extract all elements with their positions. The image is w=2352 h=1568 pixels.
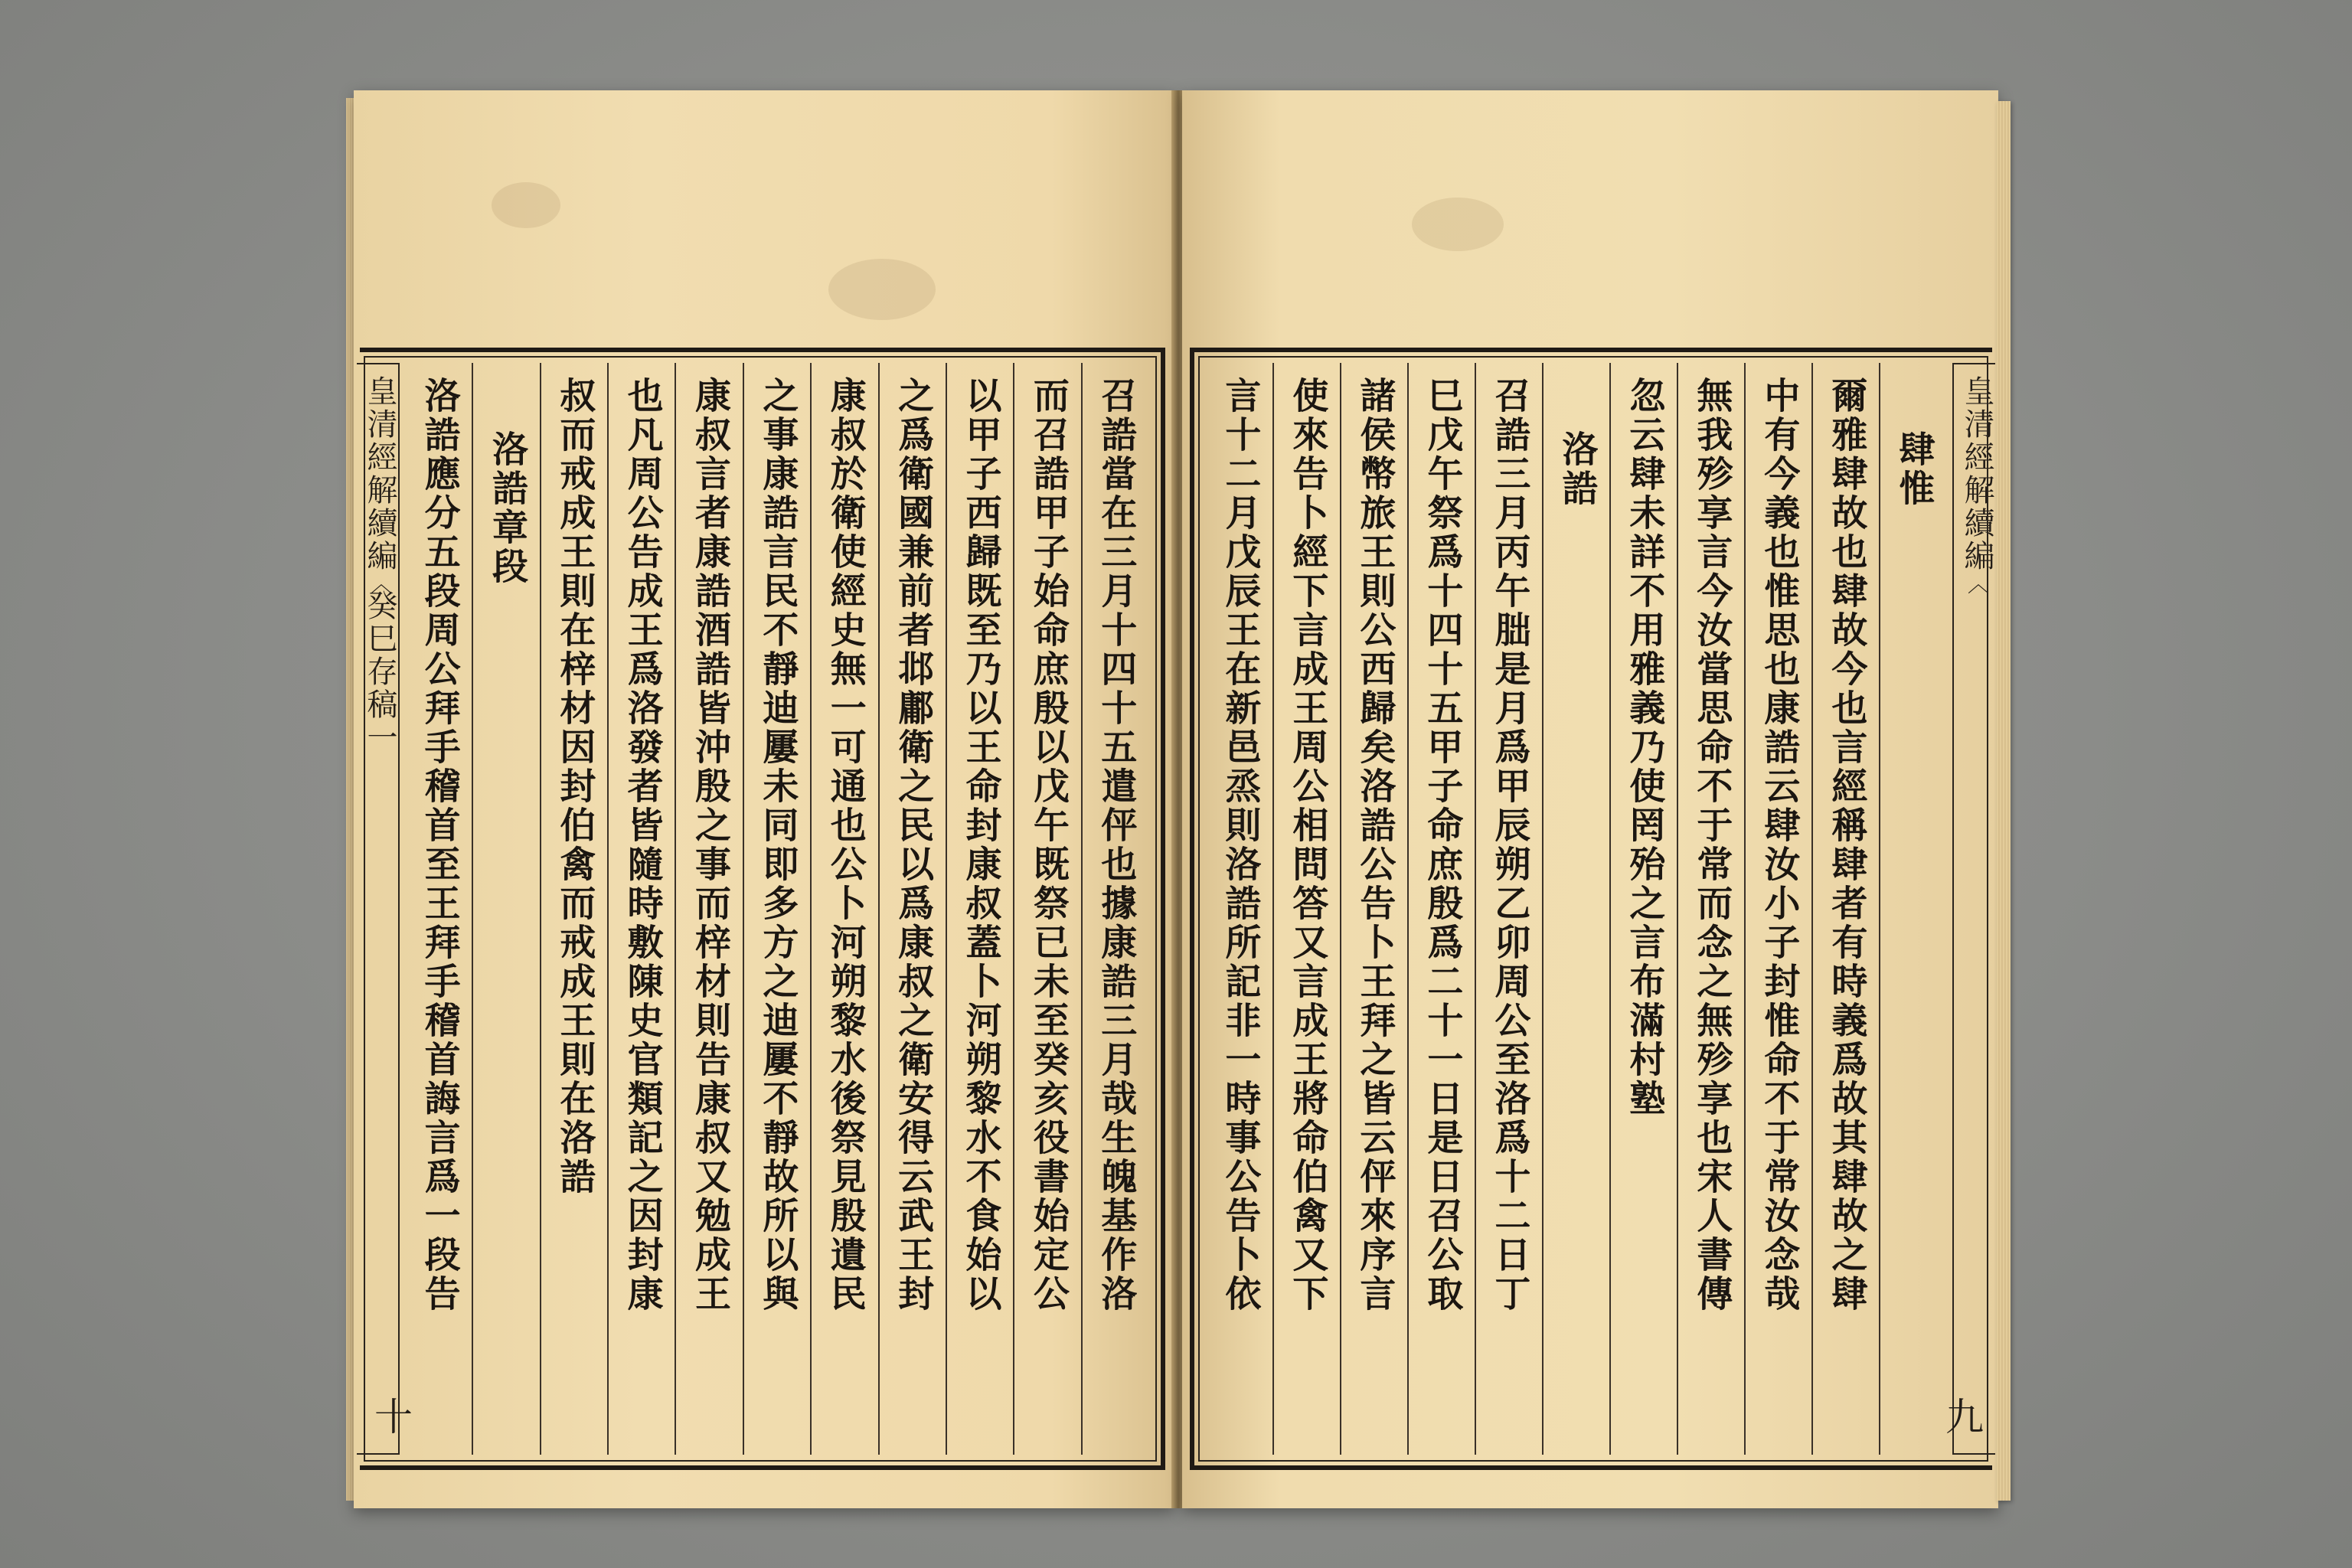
column-text: 無我殄享言今汝當思命不于常而念之無殄享也宋人書傳 [1690, 377, 1733, 1314]
text-column [1609, 363, 1677, 1455]
column-text: 叔而戒成王則在梓材因封伯禽而戒成王則在洛誥 [554, 377, 596, 1197]
section-title: 肆惟 [1893, 430, 1936, 508]
left-page-number: 十 [368, 1396, 413, 1435]
right-print-frame [1190, 348, 1992, 1470]
fishtail-mark: ︿ [368, 573, 393, 596]
text-column [1081, 363, 1148, 1455]
section-heading-column [472, 363, 539, 1455]
title-column [1542, 363, 1609, 1455]
text-column [1475, 363, 1542, 1455]
column-text: 召誥當在三月十四十五遣伻也據康誥三月哉生魄基作洛 [1095, 377, 1138, 1314]
paper-stain [1412, 198, 1504, 251]
text-column [946, 363, 1013, 1455]
text-column [1013, 363, 1080, 1455]
right-banxin-book-title: 皇清經解續編 [1959, 375, 1994, 573]
column-text: 言十二月戊辰王在新邑烝則洛誥所記非一時事公告卜依 [1219, 377, 1262, 1314]
right-banxin [1952, 363, 1995, 1455]
section-heading: 洛誥章段 [485, 430, 528, 586]
column-text: 忽云肆未詳不用雅義乃使罔殆之言布滿村塾 [1623, 377, 1666, 1119]
left-text-columns [406, 363, 1148, 1455]
column-text: 康叔於衛使經史無一可通也公卜河朔黎水後祭見殷遺民 [824, 377, 867, 1314]
column-text: 康叔言者康誥酒誥皆沖殷之事而梓材則告康叔又勉成王 [689, 377, 732, 1314]
text-column [406, 363, 472, 1455]
left-banxin [357, 363, 400, 1455]
text-column [1744, 363, 1811, 1455]
left-page [354, 90, 1174, 1508]
column-text: 中有今義也惟思也康誥云肆汝小子封惟命不于常汝念哉 [1758, 377, 1801, 1314]
fishtail-mark: ︿ [1965, 573, 1990, 596]
text-column [675, 363, 742, 1455]
column-text: 也凡周公告成王爲洛發者皆隨時敷陳史官類記之因封康 [621, 377, 664, 1314]
left-banxin-volume: 癸巳存稿一 [362, 590, 397, 754]
column-text: 之爲衛國兼前者邶鄘衛之民以爲康叔之衛安得云武王封 [892, 377, 935, 1314]
column-text: 使來告卜經下言成王周公相問答又言成王將命伯禽又下 [1286, 377, 1329, 1314]
text-column [878, 363, 946, 1455]
left-banxin-book-title: 皇清經解續編 [362, 375, 397, 573]
text-column [743, 363, 810, 1455]
right-banxin-text [1957, 375, 1992, 1453]
text-column [540, 363, 607, 1455]
column-text: 巳戊午祭爲十四十五甲子命庶殷爲二十一日是日召公取 [1421, 377, 1464, 1314]
section-title: 洛誥 [1556, 430, 1599, 508]
left-print-frame [360, 348, 1165, 1470]
text-column [1407, 363, 1475, 1455]
text-column [1677, 363, 1744, 1455]
column-text: 諸侯幣旅王則公西歸矣洛誥公告卜王拜之皆云伻來序言 [1354, 377, 1396, 1314]
open-book [354, 90, 1998, 1508]
column-text: 以甲子西歸既至乃以王命封康叔蓋卜河朔黎水不食始以 [959, 377, 1002, 1314]
paper-stain [828, 259, 936, 320]
column-text: 召誥三月丙午朏是月爲甲辰朔乙卯周公至洛爲十二日丁 [1488, 377, 1531, 1314]
left-banxin-text [360, 375, 395, 1453]
column-text: 而召誥甲子始命庶殷以戊午既祭已未至癸亥役書始定公 [1027, 377, 1070, 1314]
text-column [810, 363, 877, 1455]
column-text: 之事康誥言民不靜迪屢未同即多方之迪屢不靜故所以與 [756, 377, 799, 1314]
right-page-number: 九 [1939, 1396, 1984, 1435]
paper-stain [492, 182, 560, 228]
text-column [607, 363, 675, 1455]
text-column [1340, 363, 1407, 1455]
column-text: 洛誥應分五段周公拜手稽首至王拜手稽首誨言爲一段告 [418, 377, 461, 1314]
column-text: 爾雅肆故也肆故今也言經稱肆者有時義爲故其肆故之肆 [1825, 377, 1868, 1314]
right-text-columns [1207, 363, 1946, 1455]
text-column [1811, 363, 1879, 1455]
right-page-edges [1997, 101, 2011, 1501]
title-column [1879, 363, 1946, 1455]
text-column [1207, 363, 1272, 1455]
text-column [1272, 363, 1340, 1455]
